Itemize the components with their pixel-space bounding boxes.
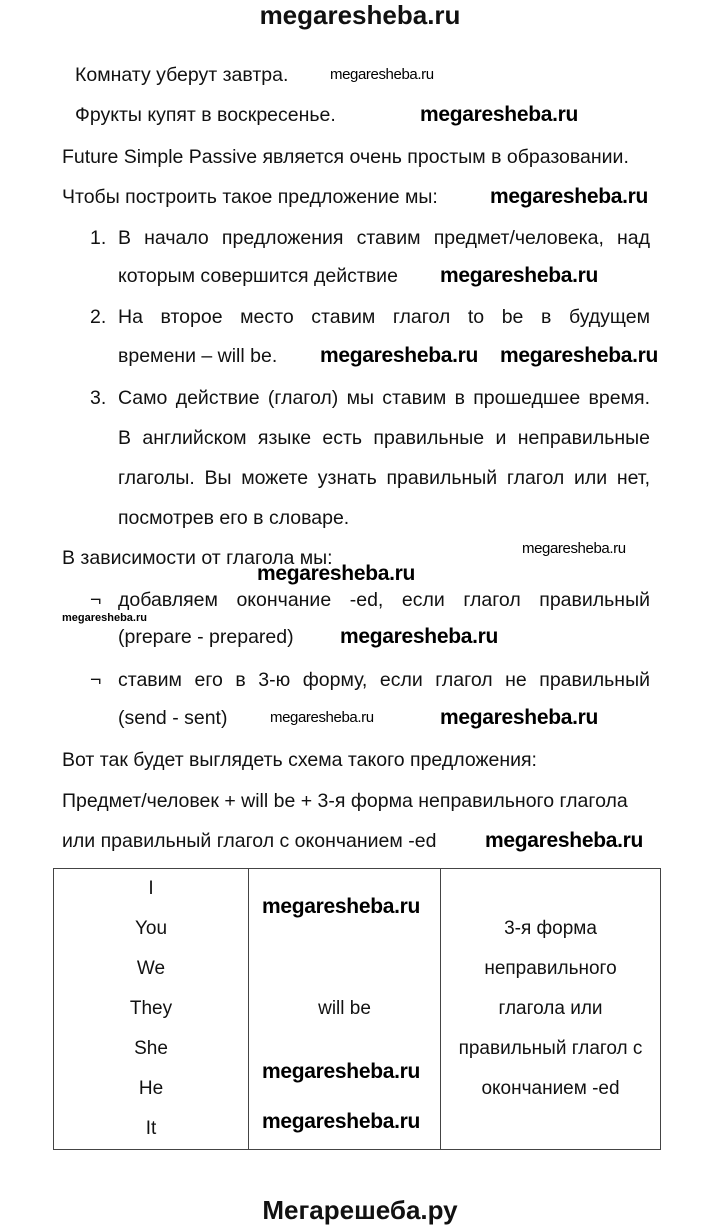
watermark: megaresheba.ru	[262, 1110, 421, 1133]
step-text: которым совершится действие	[118, 265, 398, 287]
pronoun: She	[134, 1038, 168, 1059]
intro-text: Future Simple Passive является очень простым в образовании.	[62, 146, 629, 168]
watermark: megaresheba.ru	[262, 1060, 421, 1083]
bullet-text: ставим его в 3-ю форму, если глагол не правильный	[118, 669, 650, 691]
verb-line: 3-я форма	[504, 918, 597, 939]
site-header[interactable]: megaresheba.ru	[259, 0, 461, 30]
watermark: megaresheba.ru	[490, 185, 649, 208]
scheme-line: или правильный глагол с окончанием -ed	[62, 830, 437, 852]
example-2: Фрукты купят в воскресенье.	[75, 104, 336, 126]
bullet-text: добавляем окончание -ed, если глагол правильный	[118, 589, 650, 611]
step-text: Само действие (глагол) мы ставим в прошедшее время.	[118, 387, 650, 409]
scheme-intro: Вот так будет выглядеть схема такого предложения:	[62, 749, 537, 771]
watermark: megaresheba.ru	[320, 344, 479, 367]
verb-line: глагола или	[498, 998, 603, 1019]
watermark: megaresheba.ru	[257, 562, 416, 585]
watermark: megaresheba.ru	[522, 540, 626, 557]
watermark: megaresheba.ru	[340, 625, 499, 648]
pronoun: We	[136, 958, 166, 979]
step-text: посмотрев его в словаре.	[118, 507, 350, 529]
watermark: megaresheba.ru	[420, 103, 579, 126]
watermark: megaresheba.ru	[330, 66, 434, 83]
step-number: 3.	[90, 387, 107, 409]
pronoun: He	[138, 1078, 164, 1099]
step-text: В английском языке есть правильные и неправильные	[118, 427, 650, 449]
verb-line: окончанием -ed	[481, 1078, 620, 1099]
pronoun-cell	[54, 869, 249, 1150]
bullet-text: (send - sent)	[118, 707, 228, 729]
pronoun: You	[134, 918, 168, 939]
watermark: megaresheba.ru	[262, 895, 421, 918]
watermark: megaresheba.ru	[440, 264, 599, 287]
verb-cell	[441, 869, 661, 1150]
step-number: 2.	[90, 306, 107, 328]
pronoun: I	[148, 878, 154, 899]
scheme-line: Предмет/человек + will be + 3-я форма неправильного глагола	[62, 790, 628, 812]
steps-intro: Чтобы построить такое предложение мы:	[62, 186, 438, 208]
step-text: глаголы. Вы можете узнать правильный глагол или нет,	[118, 467, 650, 489]
step-text: На второе место ставим глагол to be в будущем	[118, 306, 650, 328]
step-text: В начало предложения ставим предмет/человека, над	[118, 227, 650, 249]
watermark: megaresheba.ru	[440, 706, 599, 729]
example-1: Комнату уберут завтра.	[75, 64, 289, 86]
verb-line: правильный глагол с	[458, 1038, 643, 1059]
site-footer[interactable]: Мегарешеба.ру	[262, 1195, 458, 1225]
bullet-icon: ¬	[90, 669, 102, 691]
step-number: 1.	[90, 227, 107, 249]
bullet-text: (prepare - prepared)	[118, 626, 294, 648]
watermark: megaresheba.ru	[62, 612, 147, 624]
pronoun: They	[129, 998, 173, 1019]
depends-text: В зависимости от глагола мы:	[62, 547, 333, 569]
aux-cell: will be	[249, 869, 441, 1150]
step-text: времени – will be.	[118, 345, 278, 367]
watermark: megaresheba.ru	[500, 344, 659, 367]
verb-line: неправильного	[484, 958, 617, 979]
watermark: megaresheba.ru	[485, 829, 644, 852]
pronoun: It	[145, 1118, 157, 1139]
bullet-icon: ¬	[90, 589, 102, 611]
watermark: megaresheba.ru	[270, 709, 374, 726]
